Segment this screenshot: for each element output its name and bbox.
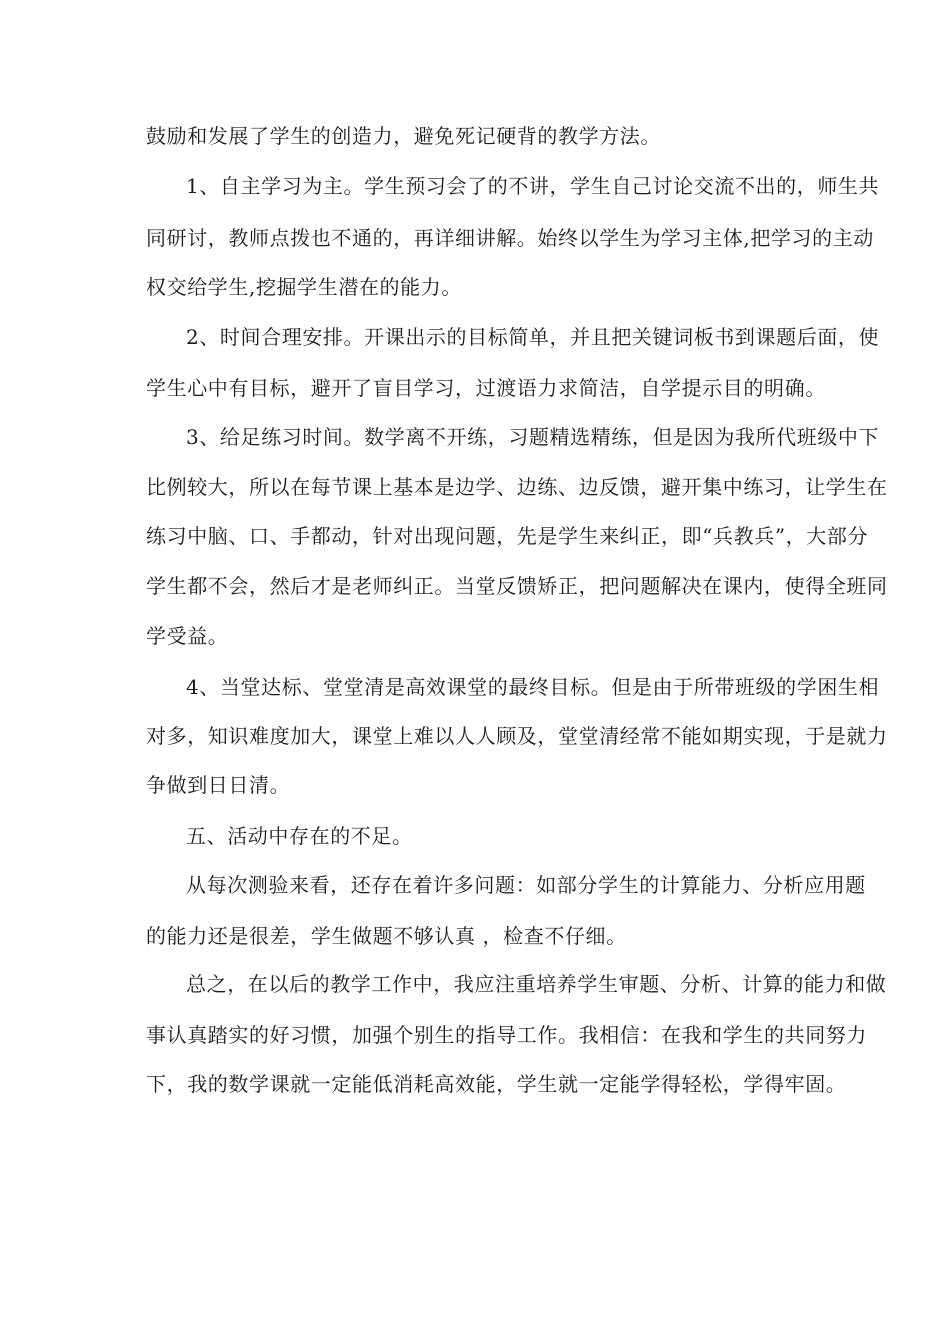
text-line: 学生都不会，然后才是老师纠正。当堂反馈矫正，把问题解决在课内，使得全班同 [146,574,888,598]
text-line: 总之，在以后的教学工作中，我应注重培养学生审题、分析、计算的能力和做 [186,972,887,996]
text-line: 2、时间合理安排。开课出示的目标简单，并且把关键词板书到课题后面，使 [186,325,880,349]
text-line: 1、自主学习为主。学生预习会了的不讲，学生自己讨论交流不出的，师生共 [186,174,880,198]
text-line: 同研讨，教师点拨也不通的，再详细讲解。始终以学生为学习主体,把学习的主动 [146,226,874,250]
text-line: 3、给足练习时间。数学离不开练，习题精选精练，但是因为我所代班级中下 [186,425,880,449]
text-line: 从每次测验来看，还存在着许多问题：如部分学生的计算能力、分析应用题 [186,873,866,897]
text-line: 对多，知识难度加大，课堂上难以人人顾及，堂堂清经常不能如期实现，于是就力 [146,724,888,748]
text-line: 学生心中有目标，避开了盲目学习，过渡语力求简洁，自学提示目的明确。 [146,376,826,400]
text-line: 4、当堂达标、堂堂清是高效课堂的最终目标。但是由于所带班级的学困生相 [186,675,880,699]
text-line: 比例较大，所以在每节课上基本是边学、边练、边反馈，避开集中练习，让学生在 [146,475,888,499]
text-line: 鼓励和发展了学生的创造力，避免死记硬背的教学方法。 [146,124,661,148]
text-line: 事认真踏实的好习惯，加强个别生的指导工作。我相信：在我和学生的共同努力 [146,1023,867,1047]
text-line: 学受益。 [146,624,229,648]
text-line: 权交给学生,挖掘学生潜在的能力。 [146,275,462,299]
text-line: 争做到日日清。 [146,773,291,797]
section-heading: 五、活动中存在的不足。 [186,824,413,848]
text-line: 练习中脑、口、手都动，针对出现问题，先是学生来纠正，即“兵教兵”，大部分 [146,524,869,548]
text-line: 下，我的数学课就一定能低消耗高效能，学生就一定能学得轻松，学得牢固。 [146,1072,847,1096]
text-line: 的能力还是很差，学生做题不够认真 ，检查不仔细。 [146,924,627,948]
